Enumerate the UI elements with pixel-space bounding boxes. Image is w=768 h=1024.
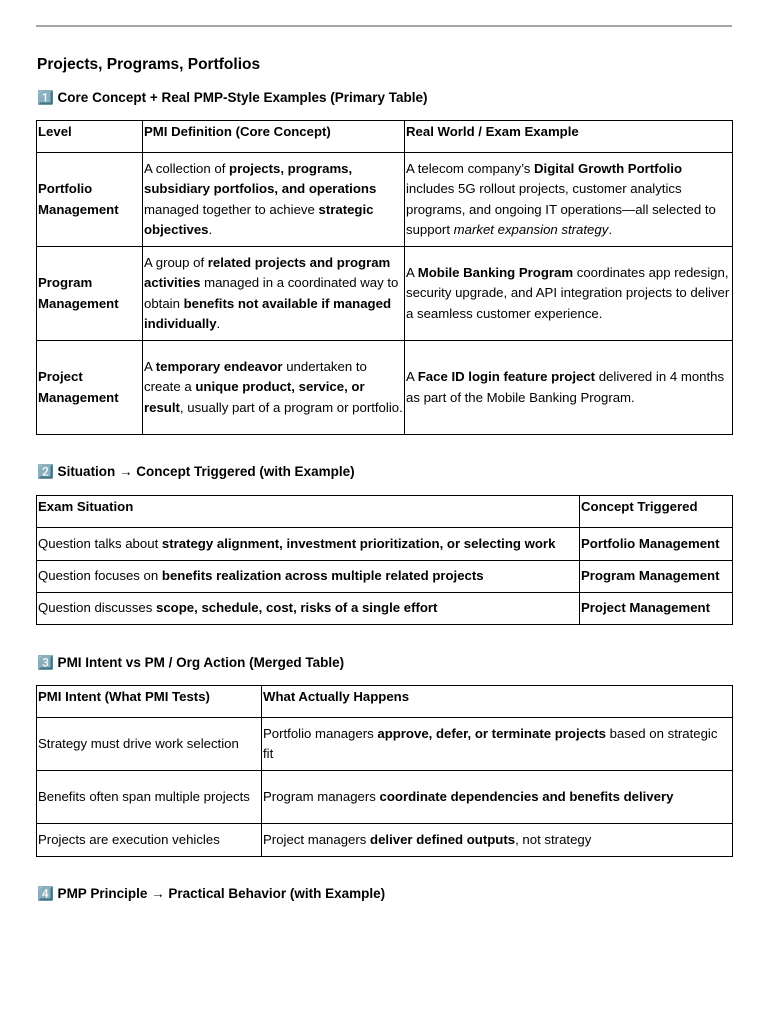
text-run: Portfolio managers [263, 725, 378, 741]
table-row [37, 561, 733, 593]
bold-text: projects, programs, subsidiary portfolios, and operations [144, 160, 377, 196]
definition-cell [143, 247, 405, 341]
section4-heading: 4️⃣ PMP Principle → Practical Behavior (with Example) [37, 886, 386, 901]
level-cell [37, 153, 143, 247]
text-run: A group of [144, 254, 208, 270]
level-label: Program Management [38, 275, 119, 311]
text-run: A collection of [144, 160, 230, 176]
bold-text: scope, schedule, cost, risks of a single effort [156, 600, 438, 616]
section2-heading: 2️⃣ Situation → Concept Triggered (with Example) [37, 464, 355, 479]
example-cell [405, 247, 733, 341]
table-header-row [37, 686, 733, 718]
intent-cell: Benefits often span multiple projects [37, 771, 262, 824]
text-run: Program managers [263, 788, 380, 804]
text-run: undertaken to create a [144, 358, 367, 395]
header-pmi-intent: PMI Intent (What PMI Tests) [37, 686, 262, 718]
text-run: managed together to achieve [144, 201, 319, 217]
section1-heading: 1️⃣ Core Concept + Real PMP-Style Examples (Primary Table) [37, 90, 428, 105]
action-cell [262, 824, 733, 857]
definition-cell [143, 341, 405, 435]
text-run: A [144, 358, 156, 374]
bold-text: benefits not available if managed individually [144, 295, 391, 331]
bold-text: strategic objectives [144, 201, 374, 237]
situation-cell [37, 593, 580, 625]
text-run: , usually part of a program or portfolio. [179, 399, 403, 415]
section3-heading: 3️⃣ PMI Intent vs PM / Org Action (Merged Table) [37, 655, 345, 670]
text-run: . [216, 316, 221, 331]
bold-text: approve, defer, or terminate projects [377, 725, 607, 741]
text-run: A [406, 369, 418, 384]
bold-text: coordinate dependencies and benefits delivery [379, 788, 674, 804]
example-cell [405, 341, 733, 435]
header-pmi-definition: PMI Definition (Core Concept) [143, 121, 405, 153]
text-run: . [608, 222, 612, 237]
table-row [37, 824, 733, 857]
situation-concept-table [36, 495, 733, 625]
action-cell [262, 718, 733, 771]
text-run: coordinates app redesign, security upgrade, and API integration projects to deliver a seamless customer experience. [406, 264, 730, 321]
situation-cell [37, 561, 580, 593]
text-run: Question discusses [38, 600, 157, 616]
concept-label: Program Management [581, 568, 720, 584]
bold-text: Digital Growth Portfolio [534, 160, 683, 176]
text-run: Question talks about [38, 535, 162, 551]
bold-text: benefits realization across multiple related projects [161, 568, 484, 584]
text-run: Project managers [263, 831, 371, 847]
concept-label: Portfolio Management [581, 535, 720, 551]
header-concept-triggered: Concept Triggered [580, 496, 733, 528]
bold-text: Face ID login feature project [417, 369, 596, 384]
level-label: Project Management [38, 369, 119, 405]
header-exam-situation: Exam Situation [37, 496, 580, 528]
text-run: A telecom company’s [406, 160, 535, 176]
core-concept-table [36, 120, 733, 435]
concept-label: Project Management [581, 600, 710, 616]
pmi-intent-table [36, 685, 733, 857]
action-cell [262, 771, 733, 824]
concept-cell [580, 561, 733, 593]
definition-cell [143, 153, 405, 247]
concept-cell [580, 528, 733, 561]
example-cell [405, 153, 733, 247]
text-run: based on strategic fit [263, 725, 718, 761]
text-run: includes 5G rollout projects, customer analytics programs, and ongoing IT operations—all selected to support [406, 181, 716, 237]
table-row [37, 593, 733, 625]
top-horizontal-rule [36, 25, 732, 27]
intent-cell: Strategy must drive work selection [37, 718, 262, 771]
situation-cell [37, 528, 580, 561]
text-run: , not strategy [515, 831, 592, 847]
bold-text: unique product, service, or result [144, 379, 365, 415]
concept-cell [580, 593, 733, 625]
table-row [37, 341, 733, 435]
text-run: A [406, 264, 418, 280]
italic-text: market expansion strategy [453, 222, 609, 237]
table-row [37, 153, 733, 247]
text-run: managed in a coordinated way to obtain [144, 275, 399, 311]
header-what-actually-happens: What Actually Happens [262, 686, 733, 718]
bold-text: related projects and program activities [144, 254, 391, 290]
table-row [37, 771, 733, 824]
level-cell [37, 247, 143, 341]
intent-cell: Projects are execution vehicles [37, 824, 262, 857]
table-row [37, 247, 733, 341]
table-header-row [37, 121, 733, 153]
document-title: Projects, Programs, Portfolios [37, 56, 261, 73]
text-run: Question focuses on [38, 568, 162, 584]
level-cell [37, 341, 143, 435]
bold-text: temporary endeavor [155, 358, 283, 374]
bold-text: deliver defined outputs [370, 831, 516, 847]
text-run: . [208, 222, 213, 237]
level-label: Portfolio Management [38, 181, 119, 217]
bold-text: strategy alignment, investment prioritization, or selecting work [161, 535, 556, 551]
table-row [37, 528, 733, 561]
table-row [37, 718, 733, 771]
header-real-world-example: Real World / Exam Example [405, 121, 733, 153]
text-run: delivered in 4 months as part of the Mobile Banking Program. [406, 369, 725, 405]
bold-text: Mobile Banking Program [417, 264, 574, 280]
table-header-row [37, 496, 733, 528]
header-level: Level [37, 121, 143, 153]
